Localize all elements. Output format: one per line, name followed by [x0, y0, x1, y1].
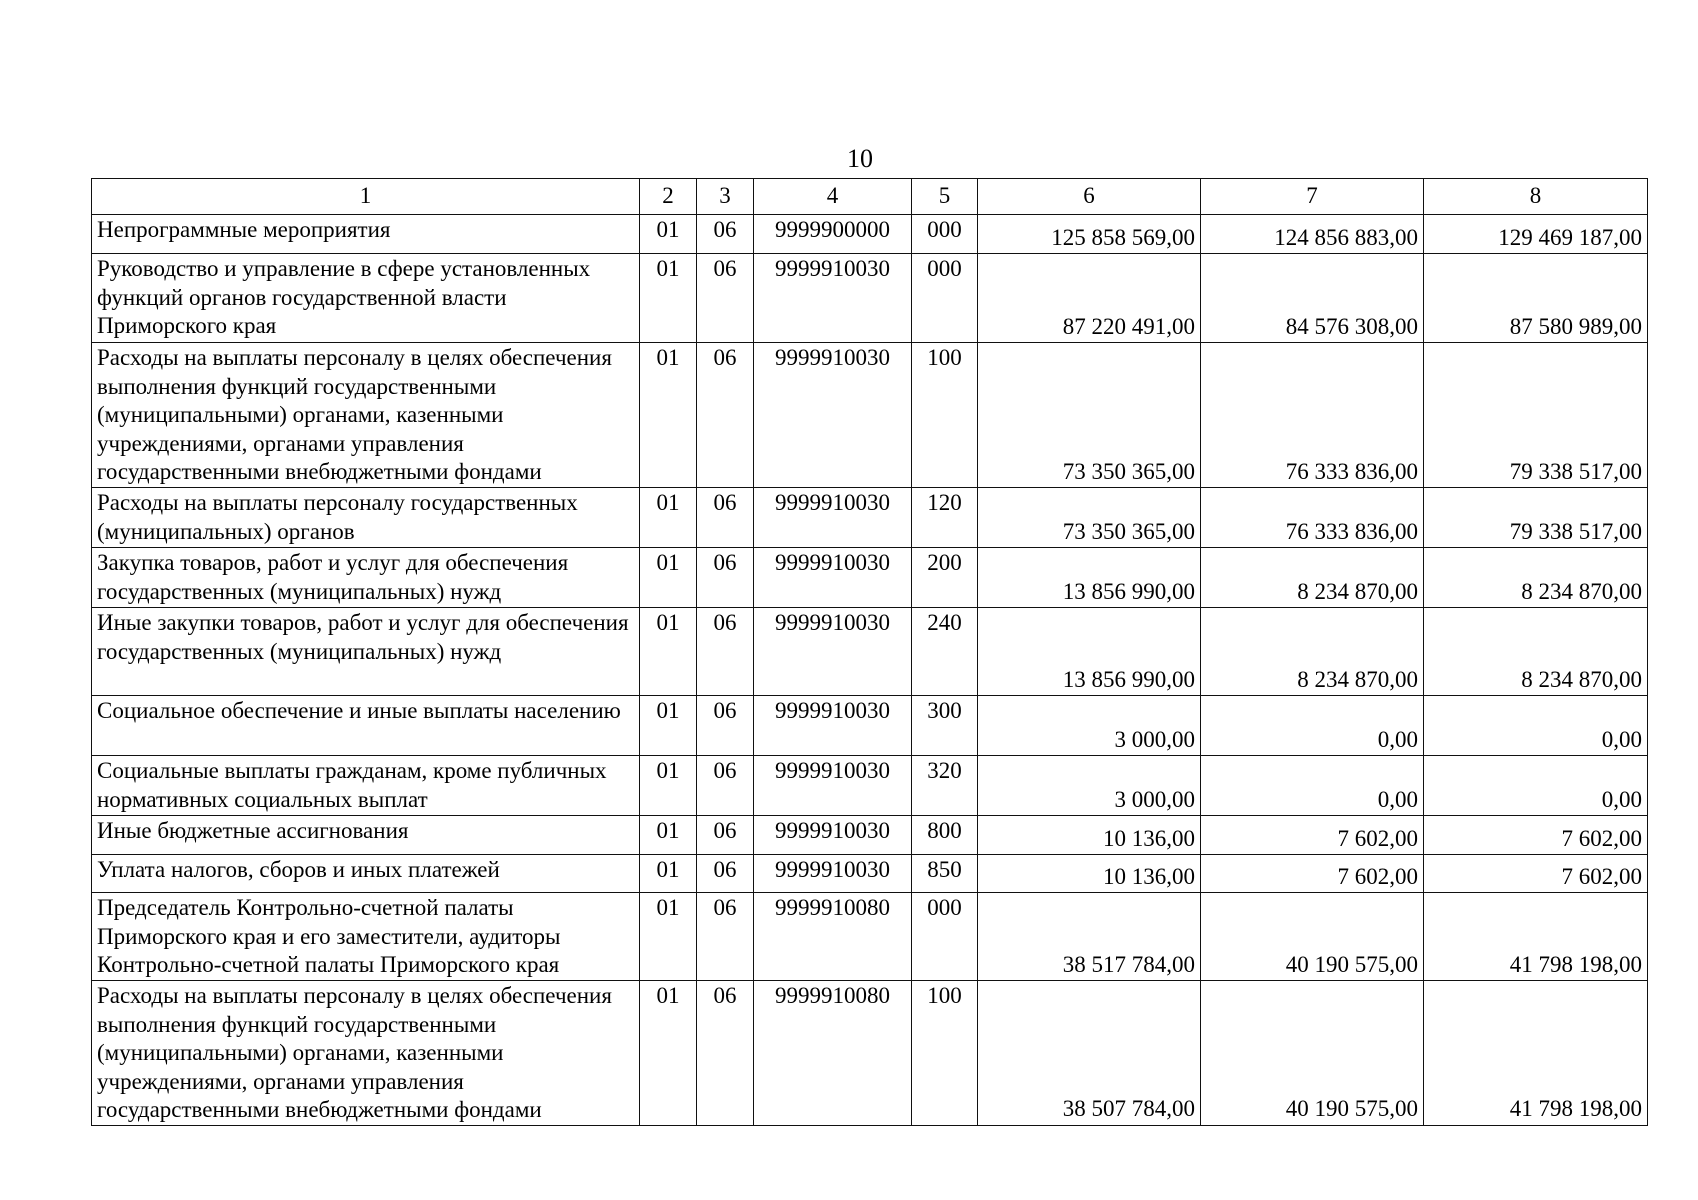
row-value-6: [978, 488, 1201, 548]
row-code-3: 06: [697, 488, 754, 548]
row-value-6-text: 38 507 784,00: [1062, 1096, 1195, 1121]
table-row: [92, 254, 1648, 343]
row-value-8-text: 41 798 198,00: [1509, 1096, 1642, 1121]
row-value-6-text: 125 858 569,00: [1051, 224, 1195, 250]
row-code-2: 01: [640, 488, 697, 548]
row-value-7-text: 76 333 836,00: [1285, 518, 1418, 544]
row-code-4: 9999910030: [754, 343, 912, 488]
row-name: Расходы на выплаты персоналу в целях обеспечения выполнения функций государственными (муниципальными) органами, казенными учреждениями, органами управления государственными внебюджетными фондами: [92, 343, 640, 488]
row-value-8: [1424, 548, 1648, 608]
row-code-4: 9999910030: [754, 608, 912, 696]
row-value-8: [1424, 488, 1648, 548]
budget-table: [91, 178, 1648, 1126]
row-value-7: [1201, 855, 1424, 893]
row-value-8: [1424, 215, 1648, 254]
row-value-8-text: 87 580 989,00: [1509, 313, 1642, 339]
row-code-3: 06: [697, 608, 754, 696]
row-value-6-text: 10 136,00: [1103, 863, 1195, 889]
row-code-4: 9999910080: [754, 981, 912, 1126]
row-value-8-text: 79 338 517,00: [1509, 458, 1642, 484]
row-code-2: 01: [640, 816, 697, 855]
row-code-2: 01: [640, 981, 697, 1126]
row-value-6: [978, 215, 1201, 254]
row-value-6-text: 13 856 990,00: [1062, 578, 1195, 604]
header-col-2: 2: [640, 179, 697, 215]
row-code-4: 9999910030: [754, 816, 912, 855]
row-value-6-text: 38 517 784,00: [1062, 951, 1195, 977]
row-value-7: [1201, 608, 1424, 696]
header-col-1: 1: [92, 179, 640, 215]
row-value-7: [1201, 893, 1424, 981]
row-value-6: [978, 254, 1201, 343]
row-code-2: 01: [640, 756, 697, 816]
table-row: [92, 215, 1648, 254]
header-row: [92, 179, 1648, 215]
row-value-6-text: 73 350 365,00: [1062, 458, 1195, 484]
row-code-5: 300: [912, 696, 978, 756]
row-value-7: [1201, 548, 1424, 608]
row-code-3: 06: [697, 215, 754, 254]
row-code-4: 9999910030: [754, 548, 912, 608]
row-code-4: 9999910030: [754, 254, 912, 343]
row-code-5: 240: [912, 608, 978, 696]
row-value-8-text: 79 338 517,00: [1509, 518, 1642, 544]
row-value-8: [1424, 816, 1648, 855]
row-name: Расходы на выплаты персоналу в целях обеспечения выполнения функций государственными (муниципальными) органами, казенными учреждениями, органами управления государственными внебюджетными фондами: [92, 981, 640, 1126]
header-col-7: 7: [1201, 179, 1424, 215]
row-name: Социальное обеспечение и иные выплаты населению: [92, 696, 640, 756]
row-value-7: [1201, 488, 1424, 548]
row-code-4: 9999910030: [754, 756, 912, 816]
row-value-7-text: 124 856 883,00: [1274, 224, 1418, 250]
row-code-2: 01: [640, 254, 697, 343]
row-value-8-text: 0,00: [1601, 726, 1642, 752]
row-code-3: 06: [697, 756, 754, 816]
row-code-5: 100: [912, 343, 978, 488]
row-code-2: 01: [640, 548, 697, 608]
row-value-6: [978, 756, 1201, 816]
row-value-6-text: 13 856 990,00: [1062, 666, 1195, 692]
row-code-5: 200: [912, 548, 978, 608]
row-value-8-text: 8 234 870,00: [1521, 578, 1642, 604]
table-row: [92, 696, 1648, 756]
row-code-5: 100: [912, 981, 978, 1126]
row-value-6: [978, 343, 1201, 488]
row-value-8: [1424, 696, 1648, 756]
row-value-6: [978, 981, 1201, 1126]
table-row: [92, 488, 1648, 548]
header-col-3: 3: [697, 179, 754, 215]
row-value-7: [1201, 343, 1424, 488]
row-code-3: 06: [697, 696, 754, 756]
row-value-7-text: 76 333 836,00: [1285, 458, 1418, 484]
row-name: Непрограммные мероприятия: [92, 215, 640, 254]
row-code-4: 9999910030: [754, 696, 912, 756]
row-code-5: 000: [912, 215, 978, 254]
row-value-8-text: 41 798 198,00: [1509, 951, 1642, 977]
row-value-7-text: 8 234 870,00: [1297, 666, 1418, 692]
table-row: [92, 981, 1648, 1126]
row-value-6: [978, 696, 1201, 756]
row-value-8-text: 8 234 870,00: [1521, 666, 1642, 692]
row-code-5: 320: [912, 756, 978, 816]
row-value-6-text: 87 220 491,00: [1062, 313, 1195, 339]
header-col-8: 8: [1424, 179, 1648, 215]
header-col-4: 4: [754, 179, 912, 215]
row-name: Уплата налогов, сборов и иных платежей: [92, 855, 640, 893]
row-code-3: 06: [697, 548, 754, 608]
row-value-8: [1424, 855, 1648, 893]
header-col-6: 6: [978, 179, 1201, 215]
row-value-8: [1424, 756, 1648, 816]
table-row: [92, 756, 1648, 816]
row-code-2: 01: [640, 855, 697, 893]
table-row: [92, 608, 1648, 696]
row-code-5: 000: [912, 893, 978, 981]
row-value-8: [1424, 254, 1648, 343]
row-code-3: 06: [697, 343, 754, 488]
row-value-8-text: 129 469 187,00: [1498, 224, 1642, 250]
row-code-2: 01: [640, 608, 697, 696]
row-code-4: 9999910030: [754, 488, 912, 548]
row-value-8: [1424, 343, 1648, 488]
table-row: [92, 893, 1648, 981]
row-value-8-text: 7 602,00: [1561, 863, 1642, 889]
row-value-7: [1201, 816, 1424, 855]
row-value-7-text: 7 602,00: [1337, 863, 1418, 889]
page-number: 10: [847, 144, 873, 173]
row-value-8: [1424, 981, 1648, 1126]
row-value-8-text: 7 602,00: [1561, 825, 1642, 851]
row-value-7: [1201, 756, 1424, 816]
table-row: [92, 855, 1648, 893]
row-code-3: 06: [697, 254, 754, 343]
header-col-5: 5: [912, 179, 978, 215]
row-code-3: 06: [697, 893, 754, 981]
row-value-7-text: 84 576 308,00: [1285, 313, 1418, 339]
row-name: Иные бюджетные ассигнования: [92, 816, 640, 855]
row-value-6-text: 73 350 365,00: [1062, 518, 1195, 544]
row-name: Расходы на выплаты персоналу государственных (муниципальных) органов: [92, 488, 640, 548]
row-code-3: 06: [697, 816, 754, 855]
row-name: Председатель Контрольно-счетной палаты Приморского края и его заместители, аудиторы Контрольно-счетной палаты Приморского края: [92, 893, 640, 981]
row-code-2: 01: [640, 343, 697, 488]
row-value-6: [978, 816, 1201, 855]
row-value-7-text: 0,00: [1377, 726, 1418, 752]
row-value-6-text: 3 000,00: [1114, 726, 1195, 752]
row-value-6: [978, 548, 1201, 608]
row-value-6: [978, 893, 1201, 981]
table-row: [92, 816, 1648, 855]
row-value-7-text: 0,00: [1377, 786, 1418, 812]
row-code-5: 120: [912, 488, 978, 548]
row-name: Руководство и управление в сфере установленных функций органов государственной власти Приморского края: [92, 254, 640, 343]
row-name: Закупка товаров, работ и услуг для обеспечения государственных (муниципальных) нужд: [92, 548, 640, 608]
row-name: Социальные выплаты гражданам, кроме публичных нормативных социальных выплат: [92, 756, 640, 816]
row-value-8: [1424, 608, 1648, 696]
row-value-7-text: 40 190 575,00: [1285, 951, 1418, 977]
row-code-2: 01: [640, 696, 697, 756]
row-code-2: 01: [640, 893, 697, 981]
row-code-3: 06: [697, 855, 754, 893]
row-value-7-text: 40 190 575,00: [1285, 1096, 1418, 1121]
row-value-6-text: 10 136,00: [1103, 825, 1195, 851]
row-value-7-text: 8 234 870,00: [1297, 578, 1418, 604]
row-code-4: 9999910030: [754, 855, 912, 893]
row-value-7: [1201, 254, 1424, 343]
row-value-6: [978, 855, 1201, 893]
row-value-8: [1424, 893, 1648, 981]
row-value-7-text: 7 602,00: [1337, 825, 1418, 851]
row-code-5: 850: [912, 855, 978, 893]
row-value-7: [1201, 696, 1424, 756]
row-value-8-text: 0,00: [1601, 786, 1642, 812]
row-value-7: [1201, 981, 1424, 1126]
table-row: [92, 343, 1648, 488]
row-value-6-text: 3 000,00: [1114, 786, 1195, 812]
row-code-3: 06: [697, 981, 754, 1126]
row-value-6: [978, 608, 1201, 696]
row-code-4: 9999900000: [754, 215, 912, 254]
row-code-2: 01: [640, 215, 697, 254]
row-code-5: 800: [912, 816, 978, 855]
row-code-4: 9999910080: [754, 893, 912, 981]
row-code-5: 000: [912, 254, 978, 343]
row-value-7: [1201, 215, 1424, 254]
row-name: Иные закупки товаров, работ и услуг для обеспечения государственных (муниципальных) нужд: [92, 608, 640, 696]
table-row: [92, 548, 1648, 608]
